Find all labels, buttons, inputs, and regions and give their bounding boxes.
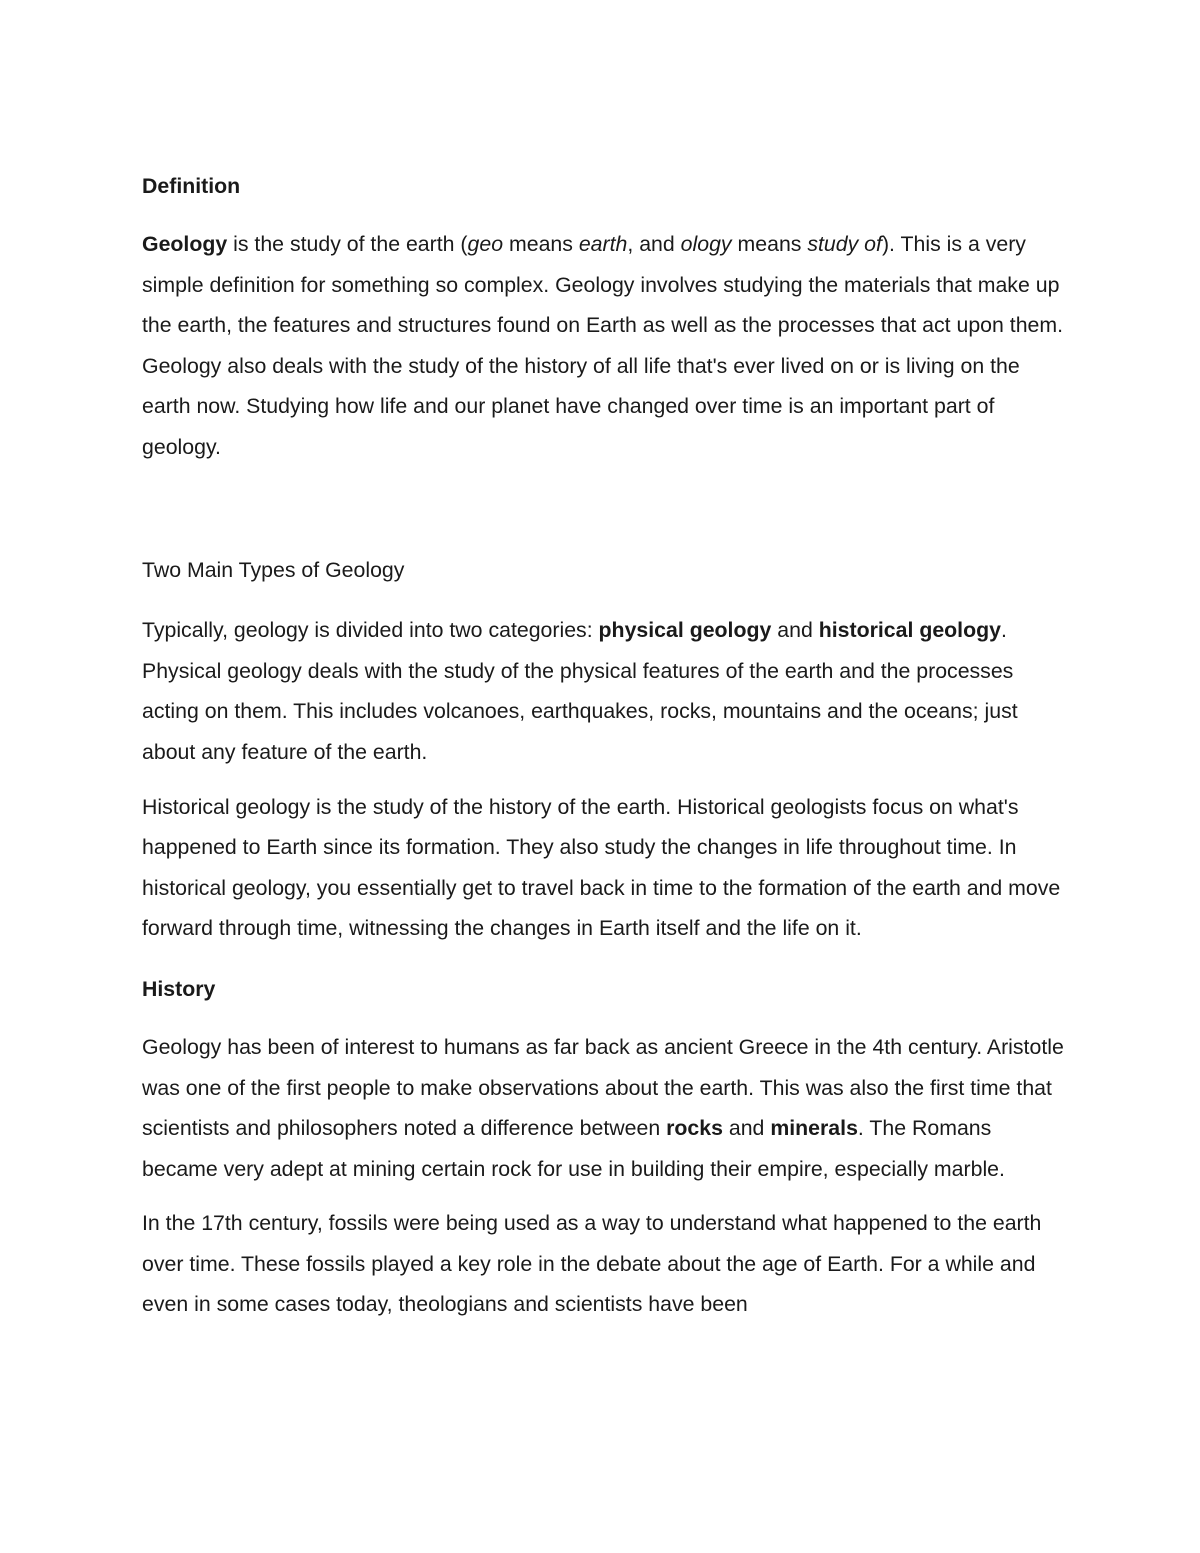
history-paragraph-2: In the 17th century, fossils were being used as a way to understand what happened to the earth over time. These fossils played a key role in the debate about the age of Earth. For a while and even in some cases today, theologians and scientists have been — [142, 1211, 1042, 1317]
types-paragraph-2: Historical geology is the study of the history of the earth. Historical geologists focus on what's happened to Earth since its formation. They also study the changes in life throughout time. In historical geology, you essentially get to travel back in time to the formation of the earth and move forward through time, witnessing the changes in Earth itself and the life on it. — [142, 794, 1061, 941]
term-ology: ology — [680, 232, 732, 256]
document-page — [142, 168, 1067, 1325]
term-physical-geology: physical geology — [598, 618, 772, 643]
history-paragraph-1: Geology has been of interest to humans as far back as ancient Greece in the 4th century. Aristotle was one of the first people to make observations about the earth. This was also the first time that scientists and philosophers noted a difference between rocks and minerals. The Romans became very adept at mining certain rock for use in building their empire, especially marble. — [142, 1034, 1064, 1181]
term-historical-geology: historical geology — [818, 618, 1001, 643]
term-rocks: rocks — [666, 1116, 723, 1141]
term-study-of: study of — [807, 232, 882, 256]
term-earth: earth — [578, 232, 628, 256]
term-minerals: minerals — [770, 1116, 858, 1141]
term-geology: Geology — [142, 232, 228, 256]
history-heading: History — [142, 976, 216, 1001]
types-paragraph-1: Typically, geology is divided into two categories: physical geology and historical geology. Physical geology deals with the study of the physical features of the earth and the processes acting on them. This includes volcanoes, earthquakes, rocks, mountains and the oceans; just about any feature of the earth. — [142, 618, 1018, 764]
term-geo: geo — [467, 232, 504, 256]
types-heading: Two Main Types of Geology — [142, 557, 405, 582]
definition-heading: Definition — [142, 174, 241, 198]
definition-paragraph: Geology is the study of the earth (geo means earth, and ology means study of). This is a very simple definition for something so complex. Geology involves studying the materials that make up the earth, the features and structures found on Earth as well as the processes that act upon them. Geology also deals with the study of the history of all life that's ever lived on or is living on the earth now. Studying how life and our planet have changed over time is an important part of geology. — [142, 232, 1064, 459]
